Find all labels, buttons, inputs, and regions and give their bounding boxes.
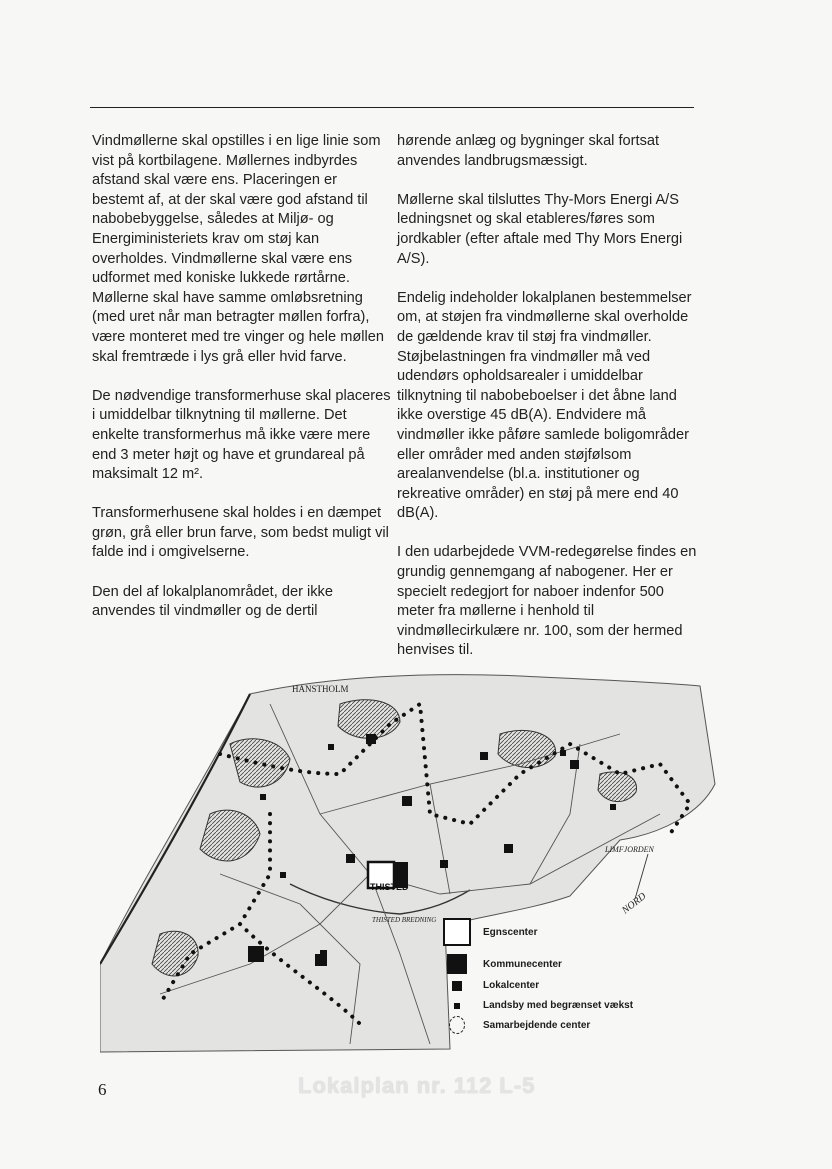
legend-item-egnscenter: Egnscenter	[443, 918, 537, 946]
map-label-bay: THISTED BREDNING	[372, 916, 437, 924]
paragraph-grid-connection: Møllerne skal tilsluttes Thy-Mors Energi A/S ledningsnet og skal etableres/føres som jordkabler (efter aftale med Thy Mors Energi A/S).	[397, 191, 683, 267]
open-square-icon	[443, 918, 471, 946]
left-text-column	[92, 132, 392, 622]
paragraph-noise-rules: Endelig indeholder lokalplanen bestemmelser om, at støjen fra vindmøllerne skal overholde de gældende krav til støj fra vindmøller.	[397, 289, 692, 345]
dashed-circle-icon	[449, 1016, 465, 1034]
map-label-fjord: LIMFJORDEN	[605, 845, 654, 854]
paragraph-land-use: Den del af lokalplanområdet, der ikke anvendes til vindmøller og de dertil	[92, 583, 333, 620]
large-square-icon	[447, 954, 467, 974]
paragraph-agriculture: hørende anlæg og bygninger skal fortsat anvendes landbrugsmæssigt.	[397, 133, 660, 169]
legend-item-samarbejdende: Samarbejdende center	[443, 1016, 590, 1034]
page-number: 6	[98, 1080, 107, 1099]
footer-title: Lokalplan nr. 112 L-5	[298, 1073, 536, 1098]
map-label-shore: NORD	[620, 890, 649, 917]
map-label-hanstholm: HANSTHOLM	[292, 684, 349, 694]
legend-item-lokalcenter: Lokalcenter	[443, 980, 539, 991]
right-text-column	[397, 132, 697, 681]
region-map	[100, 664, 720, 1054]
paragraph-vvm-report: I den udarbejdede VVM-redegørelse findes en grundig gennemgang af nabogener. Her er specielt redegjort for naboer indenfor 500 meter fra møllerne i henhold til vindmøllecirkulære nr. 100, som der hermed henvises til.	[397, 544, 697, 659]
paragraph-turbine-layout: Vindmøllerne skal opstilles i en lige linie som vist på kortbilagene. Møllernes indbyrdes afstand skal være ens. Placeringen er bestemt af, at der skal være god afstand til nabobebyggelse, således at Miljø- og Energiministeriets krav om støj kan overholdes. Vindmøllerne skal være ens udformet med koniske lukkede rørtårne. Møllerne skal have samme omløbsretning (med uret når man betragter møllen forfra), være monteret med tre vinger og hele møllen skal fremtræde i lys grå eller hvid farve.	[92, 133, 385, 365]
small-square-icon	[454, 1003, 460, 1009]
map-label-thisted: THISTED	[370, 882, 409, 892]
header-rule	[90, 107, 694, 108]
medium-square-icon	[452, 981, 462, 991]
paragraph-noise-limits: Støjbelastningen fra vindmøller må ved udendørs opholdsarealer i umiddelbar tilknytning til nabobeboelser i det åbne land ikke overstige 45 dB(A). Endvidere må vindmøller ikke påføre samlede boligområder eller områder med anden støjfølsom arealanvendelse (bl.a. institutioner og rekreative områder) en støj på mere end 40 dB(A).	[397, 348, 689, 522]
paragraph-transformer-houses: De nødvendige transformerhuse skal placeres i umiddelbar tilknytning til møllerne. Det enkelte transformerhus må ikke være mere end 3 meter højt og have et grundareal på maksimalt 12 m².	[92, 387, 391, 483]
legend-item-kommunecenter: Kommunecenter	[443, 954, 562, 974]
legend-item-landsby: Landsby med begrænset vækst	[443, 1000, 633, 1011]
paragraph-transformer-colour: Transformerhusene skal holdes i en dæmpet grøn, grå eller brun farve, som bedst muligt vil falde ind i omgivelserne.	[92, 505, 389, 561]
